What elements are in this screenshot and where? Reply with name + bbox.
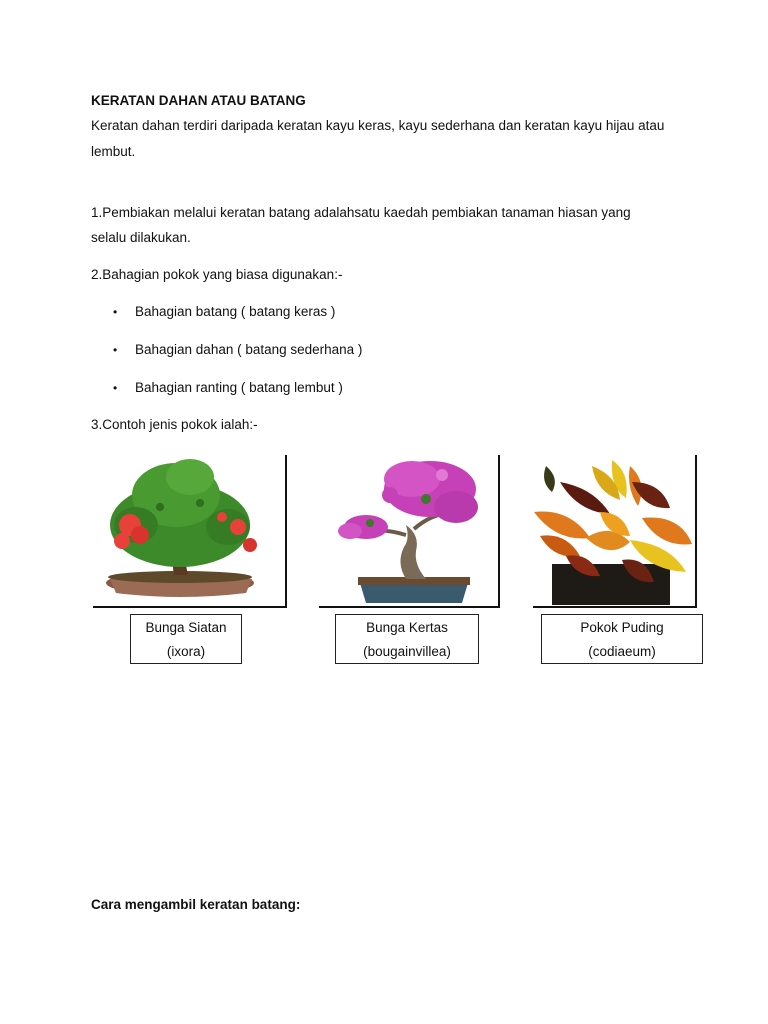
- intro-text-line-1: Keratan dahan terdiri daripada keratan kayu keras, kayu sederhana dan keratan kayu hijau atau: [91, 118, 665, 133]
- bullet-icon: •: [113, 343, 118, 357]
- plant-caption-box: [335, 614, 479, 664]
- plant-name: Bunga Siatan: [145, 620, 227, 635]
- point-3: 3.Contoh jenis pokok ialah:-: [91, 417, 258, 432]
- plant-latin-name: (ixora): [166, 644, 206, 659]
- bullet-icon: •: [113, 381, 118, 395]
- plant-caption-box: [130, 614, 242, 664]
- image-frame-right: [695, 455, 697, 608]
- point-1-line-2: selalu dilakukan.: [91, 230, 191, 245]
- plant-latin-name: (codiaeum): [588, 644, 656, 659]
- bullet-item-3: Bahagian ranting ( batang lembut ): [135, 380, 343, 395]
- bullet-item-1: Bahagian batang ( batang keras ): [135, 304, 336, 319]
- ixora-bonsai-image: [100, 455, 284, 605]
- plant-latin-name: (bougainvillea): [363, 644, 451, 659]
- plant-caption-box: [541, 614, 703, 664]
- intro-text-line-2: lembut.: [91, 144, 136, 159]
- point-1-line-1: 1.Pembiakan melalui keratan batang adalahsatu kaedah pembiakan tanaman hiasan yang: [91, 205, 631, 220]
- point-2: 2.Bahagian pokok yang biasa digunakan:-: [91, 267, 343, 282]
- bougainvillea-bonsai-image: [330, 455, 498, 605]
- image-frame-right: [285, 455, 287, 608]
- bullet-icon: •: [113, 305, 118, 319]
- section-title: Cara mengambil keratan batang:: [91, 897, 301, 912]
- croton-plant-image: [530, 452, 696, 605]
- page-title: KERATAN DAHAN ATAU BATANG: [91, 93, 306, 108]
- plant-name: Bunga Kertas: [366, 620, 448, 635]
- image-frame-bottom: [319, 606, 500, 608]
- bullet-item-2: Bahagian dahan ( batang sederhana ): [135, 342, 363, 357]
- image-frame-right: [498, 455, 500, 608]
- plant-name: Pokok Puding: [580, 620, 664, 635]
- image-frame-bottom: [93, 606, 287, 608]
- image-frame-bottom: [533, 606, 697, 608]
